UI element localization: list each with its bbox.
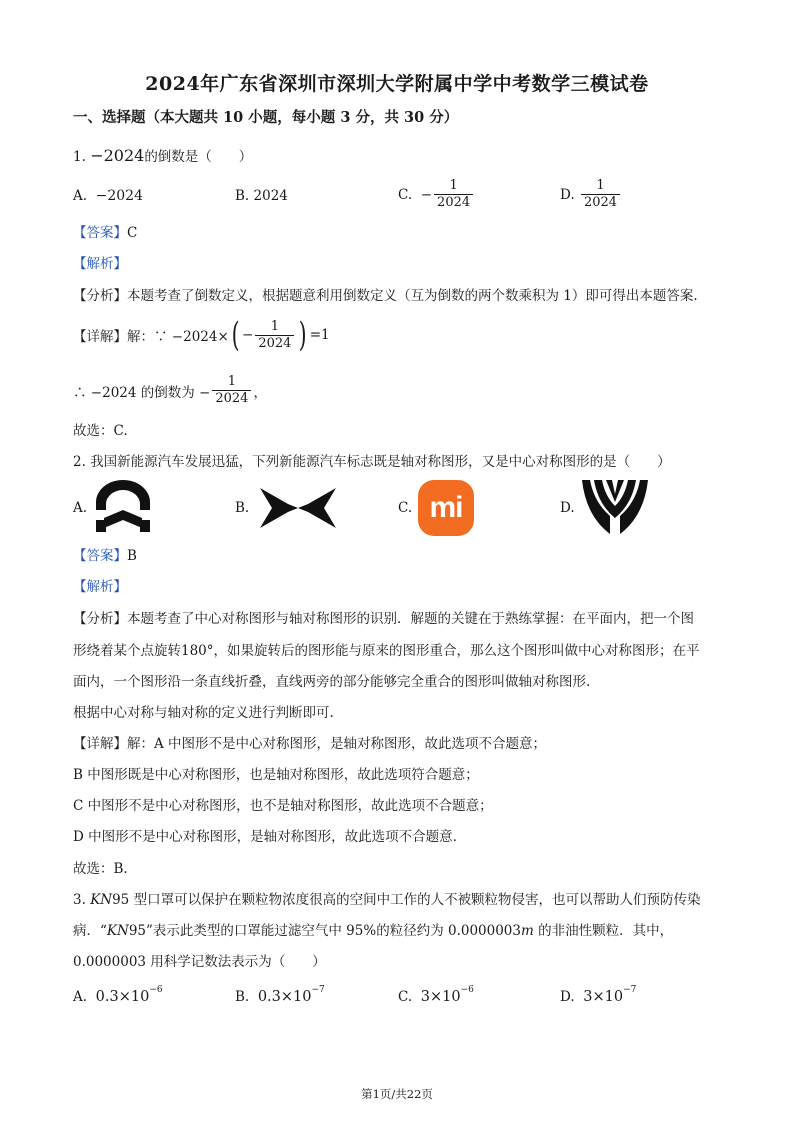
q1-option-d xyxy=(560,178,622,211)
q1-fenxi-text: 本题考查了倒数定义，根据题意利用倒数定义（互为倒数的两个数乘积为 1）即可得出本题答案. xyxy=(127,288,698,304)
xpeng-logo-icon xyxy=(258,486,338,530)
q2-detail-d: D 中图形不是中心对称图形，是轴对称图形，故此选项不合题意． xyxy=(73,829,467,845)
q1-option-a-label: A. xyxy=(73,188,88,204)
q1-option-d-fraction xyxy=(581,178,620,211)
q1-detail-expression: 解：∵ −2024× xyxy=(127,329,229,345)
q1-stem-text: 的倒数是（ ） xyxy=(144,149,253,165)
q1-option-d-numerator: 1 xyxy=(596,178,605,193)
q1-detail-denominator: 2024 xyxy=(255,335,294,352)
q2-answer-value: B xyxy=(127,548,137,564)
q1-conclusion-numerator: 1 xyxy=(227,374,237,389)
q3-stem-pre: 病．“ xyxy=(73,923,107,939)
q1-detail-tag: 【详解】 xyxy=(73,329,127,345)
q2-detail-b: B 中图形既是中心对称图形，也是轴对称图形，故此选项符合题意； xyxy=(73,767,479,783)
q3-option-d xyxy=(560,985,637,1005)
q1-conclusion-fraction xyxy=(212,374,251,407)
q1-option-c-numerator: 1 xyxy=(449,178,458,193)
q3-kn-italic: KN xyxy=(90,892,113,908)
q1-stem xyxy=(73,147,252,166)
q2-choose: 故选：B. xyxy=(73,861,128,877)
q2-fenxi-text1: 本题考查了中心对称图形与轴对称图形的识别．解题的关键在于熟练掌握：在平面内，把一个图 xyxy=(127,611,694,627)
q1-conclusion-denominator: 2024 xyxy=(212,390,251,407)
q3-option-a-exponent: −6 xyxy=(149,985,163,995)
q3-stem-post: 的非油性颗粒．其中， xyxy=(533,923,674,939)
q2-answer-tag: 【答案】 xyxy=(73,548,127,564)
q1-analysis-tag: 【解析】 xyxy=(73,256,127,272)
q1-option-d-denominator: 2024 xyxy=(581,194,620,211)
q1-expression: −2024 xyxy=(90,146,145,165)
q1-option-b xyxy=(235,188,288,204)
q1-option-c-denominator: 2024 xyxy=(434,194,473,211)
wuling-logo-icon xyxy=(580,478,650,536)
q1-detail-fraction xyxy=(255,319,294,352)
q1-number: 1. xyxy=(73,149,86,165)
q2-analysis-tag: 【解析】 xyxy=(73,579,127,595)
q3-option-b-exponent: −7 xyxy=(311,985,325,995)
q2-fenxi-line2: 形绕着某个点旋转180°，如果旋转后的图形能与原来的图形重合，那么这个图形叫做中心对称图形；在平 xyxy=(73,643,700,659)
q3-option-d-exponent: −7 xyxy=(623,985,637,995)
q1-option-b-label: B. xyxy=(235,188,250,204)
q2-fenxi-line3: 面内，一个图形沿一条直线折叠，直线两旁的部分能够完全重合的图形叫做轴对称图形. xyxy=(73,674,591,690)
q3-option-c xyxy=(398,985,474,1005)
right-paren: ) xyxy=(299,315,308,355)
q1-detail-result: =1 xyxy=(309,327,330,343)
q1-detail-numerator: 1 xyxy=(270,318,280,334)
q3-option-d-base: 3×10 xyxy=(583,989,624,1005)
q3-option-a-base: 0.3×10 xyxy=(95,989,150,1005)
q3-option-c-exponent: −6 xyxy=(460,985,474,995)
q3-option-a xyxy=(73,985,163,1005)
q2-option-c-label: C. xyxy=(398,500,413,516)
q1-detail-sign: − xyxy=(242,327,254,343)
xiaomi-logo-text: mi xyxy=(429,491,463,524)
q1-option-c xyxy=(398,178,475,211)
q1-conclusion-text: ∴ −2024 的倒数为 − xyxy=(73,384,211,401)
q3-option-d-label: D. xyxy=(560,989,575,1005)
q1-option-a xyxy=(73,188,143,204)
q1-answer-tag: 【答案】 xyxy=(73,225,127,241)
q3-option-c-label: C. xyxy=(398,989,413,1005)
q3-option-b xyxy=(235,985,325,1005)
q2-detail-tag: 【详解】 xyxy=(73,736,127,752)
q3-option-c-base: 3×10 xyxy=(420,989,461,1005)
q1-option-a-value: −2024 xyxy=(95,188,143,204)
q2-fenxi-line1 xyxy=(73,610,694,628)
page-title: 2024年广东省深圳市深圳大学附属中学中考数学三模试卷 xyxy=(145,73,649,95)
q2-detail-a xyxy=(73,735,546,753)
q2-detail-c: C 中图形不是中心对称图形，也不是轴对称图形，故此选项不合题意； xyxy=(73,798,493,814)
left-paren: ( xyxy=(231,315,240,355)
q1-fenxi-tag: 【分析】 xyxy=(73,288,127,304)
q1-fenxi xyxy=(73,287,698,305)
q1-conclusion xyxy=(73,374,267,407)
q3-number: 3. xyxy=(73,892,86,908)
q1-detail xyxy=(73,315,330,355)
q3-stem-line2 xyxy=(73,922,673,940)
q3-kn-italic-2: KN xyxy=(106,923,129,939)
q1-answer-value: C xyxy=(127,225,138,241)
q3-stem-mid: 95”表示此类型的口罩能过滤空气中 95%的粒径约为 0.0000003 xyxy=(128,923,521,939)
q1-option-c-sign: − xyxy=(420,186,433,203)
q3-option-a-label: A. xyxy=(73,989,88,1005)
q1-option-b-value: 2024 xyxy=(253,188,288,204)
q2-option-b-label: B. xyxy=(235,500,250,516)
q2-option-d-label: D. xyxy=(560,500,575,516)
q1-option-d-label: D. xyxy=(560,186,575,203)
nio-logo-icon xyxy=(92,480,154,536)
q3-unit-m: m xyxy=(520,923,534,939)
q2-stem: 2. 我国新能源汽车发展迅猛，下列新能源汽车标志既是轴对称图形，又是中心对称图形的是（ ） xyxy=(73,454,671,470)
q2-detail-a-text: 解：A 中图形不是中心对称图形，是轴对称图形，故此选项不合题意； xyxy=(127,736,547,752)
q2-fenxi-line4: 根据中心对称与轴对称的定义进行判断即可. xyxy=(73,705,334,721)
q2-option-a-label: A. xyxy=(73,500,88,516)
q1-choose: 故选：C. xyxy=(73,423,128,439)
q1-answer xyxy=(73,224,137,242)
q1-option-c-fraction xyxy=(434,178,473,211)
page-footer: 第1页/共22页 xyxy=(361,1087,433,1101)
q3-stem-line3: 0.0000003 用科学记数法表示为（ ） xyxy=(73,954,326,970)
q1-option-c-label: C. xyxy=(398,186,413,203)
q3-stem-line1 xyxy=(73,891,701,909)
xiaomi-logo-icon xyxy=(418,480,474,536)
q3-option-b-base: 0.3×10 xyxy=(257,989,312,1005)
q3-option-b-label: B. xyxy=(235,989,250,1005)
q3-stem-text1: 95 型口罩可以保护在颗粒物浓度很高的空间中工作的人不被颗粒物侵害，也可以帮助人们预防传染 xyxy=(112,892,701,908)
section-heading-choice: 一、选择题（本大题共 10 小题，每小题 3 分，共 30 分） xyxy=(73,109,459,126)
q2-answer xyxy=(73,547,137,565)
q2-fenxi-tag: 【分析】 xyxy=(73,611,127,627)
q1-conclusion-comma: ， xyxy=(253,384,267,401)
